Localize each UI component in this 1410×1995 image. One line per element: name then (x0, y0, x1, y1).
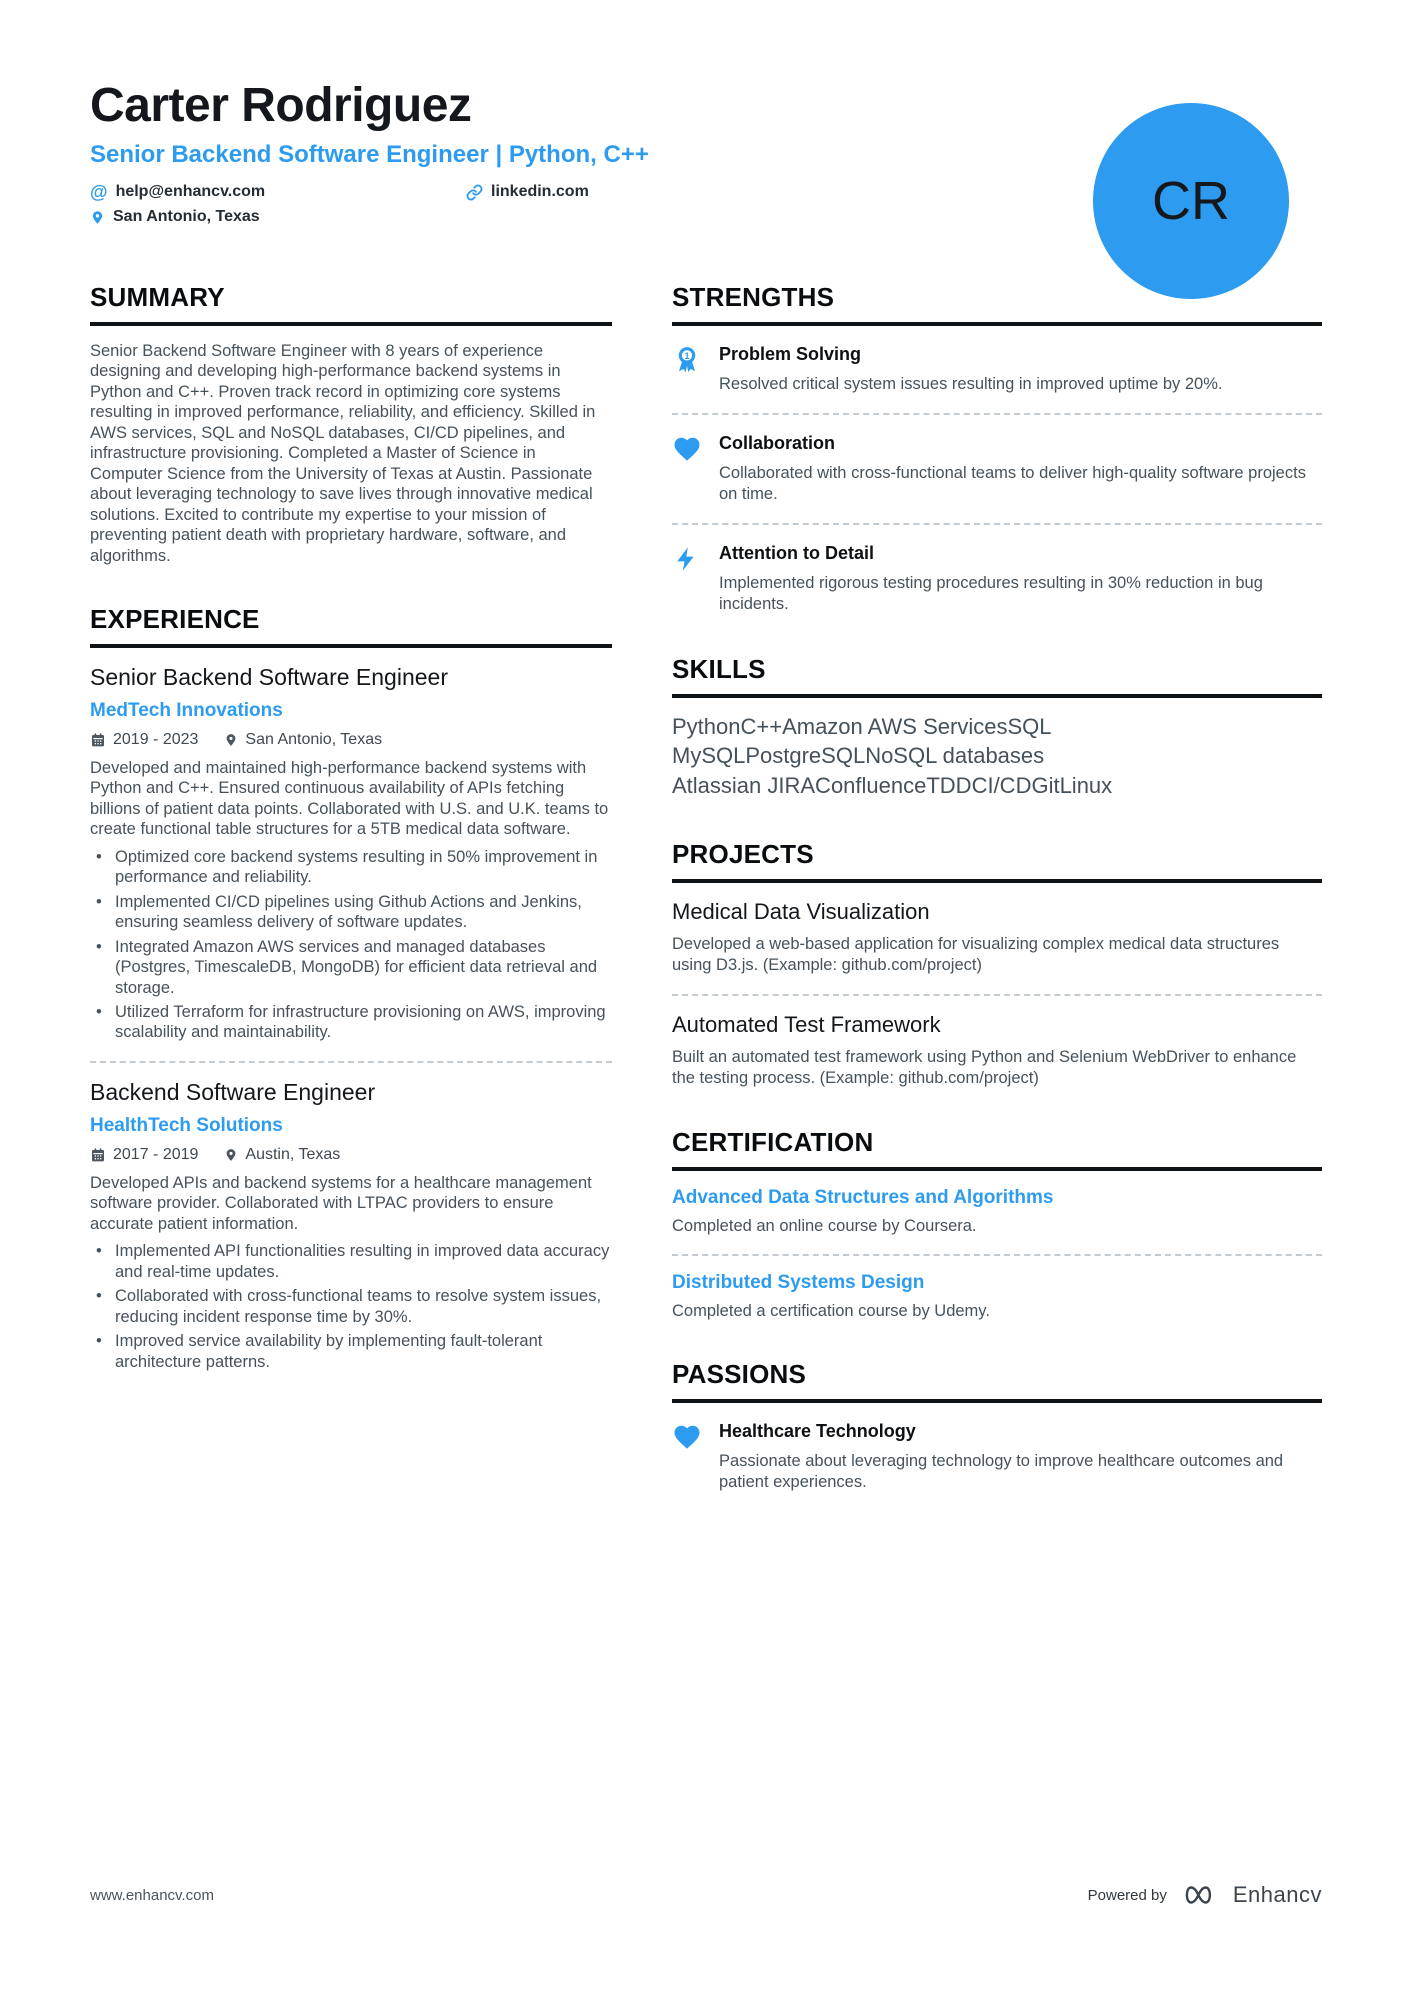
heart-icon (672, 1421, 704, 1493)
passion-title: Healthcare Technology (719, 1421, 916, 1442)
job-location-item (224, 1146, 340, 1164)
calendar-icon (90, 1147, 106, 1163)
certification-title: Distributed Systems Design (672, 1272, 925, 1294)
job-description: Developed APIs and backend systems for a healthcare management software provider. Collaborated with LTPAC providers to ensure accurate patient information. (90, 1173, 592, 1233)
contact-row-1 (90, 183, 710, 201)
job-bullet: • Improved service availability by implementing fault-tolerant architecture patterns. (90, 1331, 612, 1372)
location-pin-icon (90, 209, 105, 226)
strength-item (672, 433, 1322, 505)
summary-section (90, 282, 612, 566)
project-text: Built an automated test framework using Python and Selenium WebDriver to enhance the testing process. (Example: github.com/project) (672, 1047, 1297, 1087)
enhancv-brand-text[interactable]: Enhancv (1232, 1882, 1322, 1907)
summary-heading: SUMMARY (90, 282, 612, 326)
person-headline: Senior Backend Software Engineer | Python, C++ (90, 141, 649, 168)
enhancv-logo-icon (1179, 1880, 1221, 1910)
location-text: San Antonio, Texas (113, 208, 260, 225)
certification-section (672, 1127, 1322, 1321)
email-text: help@enhancv.com (115, 183, 266, 200)
job-description: Developed and maintained high-performance backend systems with Python and C++. Ensured continuous availability of APIs fetching billions of patient data points. Collaborated with U.S. and U.K. teams to create functional table structures for a 5TB medical data software. (90, 758, 609, 839)
divider (672, 523, 1322, 525)
job-bullet: • Implemented API functionalities resulting in improved data accuracy and real-time updates. (90, 1241, 612, 1282)
certification-text: Completed an online course by Coursera. (672, 1217, 977, 1236)
left-column (90, 282, 612, 1493)
avatar (1093, 103, 1289, 299)
job-location-item (224, 731, 382, 749)
strength-text: Implemented rigorous testing procedures resulting in 30% reduction in bug incidents. (719, 574, 1263, 614)
passions-heading: PASSIONS (672, 1359, 1322, 1403)
strength-text: Collaborated with cross-functional teams to deliver high-quality software projects on time. (719, 464, 1306, 504)
certification-heading: CERTIFICATION (672, 1127, 1322, 1171)
strengths-heading: STRENGTHS (672, 282, 1322, 326)
project-title: Automated Test Framework (672, 1011, 941, 1037)
job-dates-item (90, 731, 198, 749)
linkedin-link[interactable] (466, 183, 589, 201)
skill-line: Atlassian JIRAConfluenceTDDCI/CDGitLinux (672, 772, 1113, 798)
powered-by-label: Powered by (1087, 1886, 1167, 1904)
job-meta (90, 1146, 612, 1164)
linkedin-text: linkedin.com (491, 183, 589, 200)
job-entry (90, 1079, 612, 1372)
avatar-initials: CR (1152, 171, 1230, 231)
job-meta (90, 731, 612, 749)
strength-item (672, 543, 1322, 615)
person-name: Carter Rodriguez (90, 79, 472, 132)
project-title: Medical Data Visualization (672, 898, 930, 924)
divider (90, 1061, 612, 1063)
job-title: Backend Software Engineer (90, 1078, 376, 1105)
footer-branding (1088, 1880, 1322, 1910)
job-bullet-list (90, 1241, 612, 1372)
job-bullet: • Collaborated with cross-functional teams to resolve system issues, reducing incident response time by 30%. (90, 1286, 612, 1327)
skill-line: MySQLPostgreSQLNoSQL databases (672, 743, 1045, 769)
job-title: Senior Backend Software Engineer (90, 663, 448, 690)
resume-content (90, 78, 1322, 1493)
summary-text: Senior Backend Software Engineer with 8 years of experience designing and developing high-performance backend systems in Python and C++. Proven track record in optimizing core systems resulting in improved performance, reliability, and efficiency. Skilled in AWS services, SQL and NoSQL databases, CI/CD pipelines, and infrastructure provisioning. Completed a Master of Science in Computer Science from the University of Texas at Austin. Passionate about leveraging technology to save lives through innovative medical solutions. Excited to contribute my expertise to your mission of preventing patient death with proprietary hardware, software, and algorithms. (90, 342, 596, 565)
medal-icon (672, 344, 704, 395)
projects-heading: PROJECTS (672, 839, 1322, 883)
skills-heading: SKILLS (672, 654, 1322, 698)
header (90, 78, 1322, 231)
project-text: Developed a web-based application for visualizing complex medical data structures using D3.js. (Example: github.com/project) (672, 934, 1280, 974)
certification-text: Completed a certification course by Udemy. (672, 1302, 990, 1321)
strength-title: Attention to Detail (719, 543, 874, 564)
email-link[interactable] (90, 183, 466, 201)
job-entry (90, 664, 612, 1043)
job-location: San Antonio, Texas (245, 730, 383, 748)
contact-block (90, 183, 710, 226)
location-pin-icon (224, 732, 238, 748)
contact-row-2 (90, 208, 710, 226)
job-bullet: • Optimized core backend systems resulting in 50% improvement in performance and reliability. (90, 847, 612, 888)
certification-title: Advanced Data Structures and Algorithms (672, 1187, 1054, 1209)
link-icon (466, 184, 483, 201)
strengths-section (672, 282, 1322, 616)
strength-title: Collaboration (719, 433, 835, 454)
strength-text: Resolved critical system issues resulting in improved uptime by 20%. (719, 375, 1223, 393)
job-bullet-list (90, 847, 612, 1043)
strength-body (719, 433, 1322, 505)
job-dates: 2017 - 2019 (113, 1145, 199, 1163)
email-icon: @ (90, 182, 108, 202)
job-dates: 2019 - 2023 (113, 730, 199, 748)
job-bullet: • Implemented CI/CD pipelines using Github Actions and Jenkins, ensuring seamless delivery of software updates. (90, 892, 612, 933)
experience-heading: EXPERIENCE (90, 604, 612, 648)
footer-website-link[interactable]: www.enhancv.com (90, 1886, 214, 1904)
skills-section (672, 654, 1322, 801)
location-item (90, 208, 466, 226)
heart-icon (672, 433, 704, 505)
passions-section (672, 1359, 1322, 1493)
bolt-icon (672, 543, 704, 615)
project-entry (672, 899, 1322, 976)
job-bullet: • Utilized Terraform for infrastructure provisioning on AWS, improving scalability and maintainability. (90, 1002, 612, 1043)
project-entry (672, 1012, 1322, 1089)
skill-line: PythonC++Amazon AWS ServicesSQL (672, 713, 1052, 739)
location-pin-icon (224, 1147, 238, 1163)
strength-title: Problem Solving (719, 344, 862, 364)
skills-list (672, 712, 1322, 801)
svg-text:1: 1 (684, 350, 690, 361)
job-bullet: • Integrated Amazon AWS services and managed databases (Postgres, TimescaleDB, MongoDB) for efficient data retrieval and storage. (90, 937, 612, 998)
calendar-icon (90, 732, 106, 748)
divider (672, 413, 1322, 415)
passion-item (672, 1421, 1322, 1493)
certification-entry (672, 1272, 1322, 1321)
certification-entry (672, 1187, 1322, 1236)
strength-body (719, 543, 1322, 615)
passion-text: Passionate about leveraging technology to improve healthcare outcomes and patient experiences. (719, 1452, 1284, 1492)
divider (672, 994, 1322, 996)
divider (672, 1254, 1322, 1256)
job-company: HealthTech Solutions (90, 1114, 283, 1136)
right-column (672, 282, 1322, 1493)
job-company: MedTech Innovations (90, 699, 283, 721)
passion-body (719, 1421, 1322, 1493)
strength-item (672, 344, 1322, 395)
job-location: Austin, Texas (245, 1145, 341, 1163)
strength-body (719, 344, 1222, 395)
job-dates-item (90, 1146, 198, 1164)
projects-section (672, 839, 1322, 1089)
experience-section (90, 604, 612, 1372)
two-column-layout (90, 282, 1322, 1493)
footer (90, 1880, 1322, 1910)
